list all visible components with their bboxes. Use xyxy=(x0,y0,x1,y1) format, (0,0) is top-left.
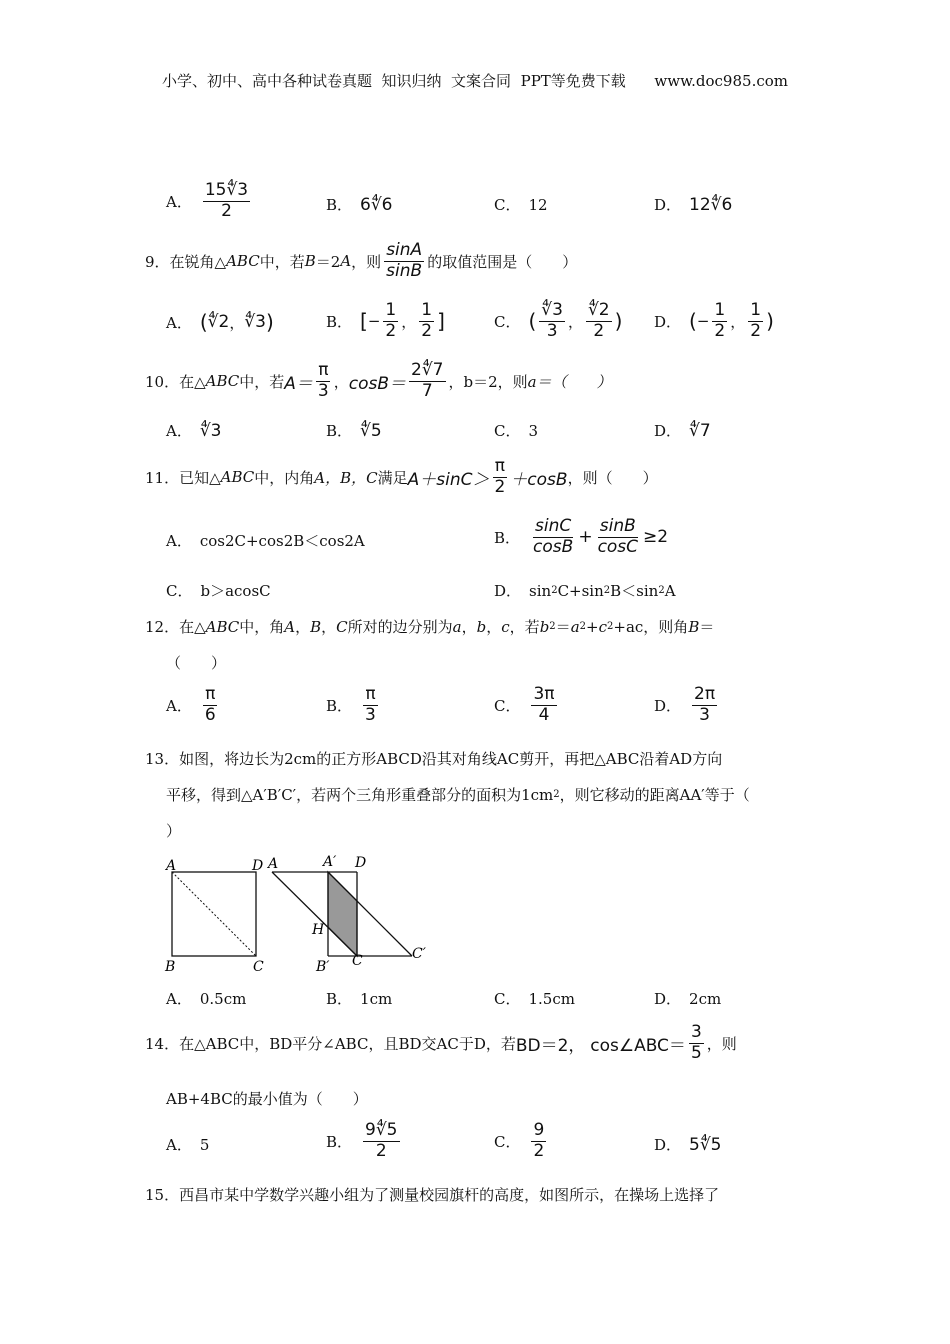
square-abcd xyxy=(172,872,256,956)
q14-option-c: C． $\frac{9}{2}$ xyxy=(494,1120,545,1161)
q8-option-b: B． 6∜6 xyxy=(326,194,393,215)
q12-option-c: C． $\frac{3\pi}{4}$ xyxy=(494,684,555,725)
q9-option-c: C． ( $\frac{∜3}{3}$ ， $\frac{∜2}{2}$ ) xyxy=(494,300,623,341)
q9-option-d: D． ( − $\frac{1}{2}$ ， $\frac{1}{2}$ ) xyxy=(654,300,774,341)
q10-stem: 10．在△ ABC 中，若 A＝ $\frac{\pi}{3}$ ， cosB＝ $\frac{2∜7}{7}$ ，b＝2，则 a＝（ ） xyxy=(145,360,612,401)
q9-option-b: B． [ − $\frac{1}{2}$ ， $\frac{1}{2}$ ] xyxy=(326,300,445,341)
q13-option-d: D． 2cm xyxy=(654,989,722,1008)
q10-option-b: B． ∜5 xyxy=(326,420,382,441)
translated-triangles xyxy=(272,872,412,956)
q13-stem-line3: ） xyxy=(166,822,182,840)
q13-option-a: A． 0.5cm xyxy=(166,989,247,1008)
label-b-prime: B′ xyxy=(316,959,330,975)
q12-option-b: B． $\frac{\pi}{3}$ xyxy=(326,684,376,725)
q12-stem-line2: （ ） xyxy=(166,654,227,672)
label-a: A xyxy=(166,858,177,874)
label-c-prime: C′ xyxy=(412,946,426,962)
label-c: C xyxy=(253,959,264,975)
label-d2: D xyxy=(355,855,367,871)
q13-stem-line2: 平移，得到△A′B′C′，若两个三角形重叠部分的面积为1cm 2 ，则它移动的距离AA′等于（ xyxy=(166,786,750,804)
q11-option-a: A． cos2C+cos2B＜cos2A xyxy=(166,532,365,550)
q11-stem: 11．已知△ ABC 中，内角 A，B，C 满足 A＋sinC＞ $\frac{\pi}{2}$ ＋cosB ，则（ ） xyxy=(145,456,658,497)
q8-option-d: D． 12∜6 xyxy=(654,194,733,215)
q14-option-d: D． 5∜5 xyxy=(654,1134,722,1155)
q12-stem-line1: 12．在△ ABC 中，角 A ， B ， C 所对的边分别为 a ， b ， c ，若 b 2 ＝ a 2 + c 2 +ac ，则角 B ＝ xyxy=(145,617,715,636)
q11-option-b: B． $\frac{\sin C}{\cos B}$ + $\frac{\sin B}{\cos C}$ ≥2 xyxy=(494,516,669,557)
label-a2: A xyxy=(268,856,279,872)
label-a-prime: A′ xyxy=(323,854,337,870)
q13-stem-line1: 13．如图，将边长为2cm的正方形ABCD沿其对角线AC剪开，再把△ABC沿着AD方向 xyxy=(145,750,723,768)
overlap-region xyxy=(328,872,357,956)
q12-option-d: D． $\frac{2\pi}{3}$ xyxy=(654,684,716,725)
label-h: H xyxy=(312,922,325,938)
q9-stem: 9．在锐角△ ABC 中，若 B ＝2 A ，则 $\frac{\sin A}{\sin B}$ 的取值范围是（ ） xyxy=(145,240,578,281)
q13-figure xyxy=(160,850,440,975)
q11-option-d: D． sin 2 C+sin 2 B＜sin 2 A xyxy=(494,581,676,600)
q9-option-a: A． ( ∜2 ， ∜3 ) xyxy=(166,310,274,334)
q13-option-b: B． 1cm xyxy=(326,989,393,1008)
q10-option-d: D． ∜7 xyxy=(654,420,711,441)
q8-option-c: C． 12 xyxy=(494,195,548,214)
q11-option-c: C． b＞acosC xyxy=(166,582,271,600)
q14-option-a: A． 5 xyxy=(166,1135,210,1154)
q14-option-b: B． $\frac{9∜5}{2}$ xyxy=(326,1120,398,1161)
label-d: D xyxy=(252,858,264,874)
page-header: 小学、初中、高中各种试卷真题 知识归纳 文案合同 PPT等免费下载 www.doc985.com xyxy=(161,72,788,90)
q14-stem-line1: 14．在△ABC中，BD平分∠ABC，且BD交AC于D，若 BD＝2， cos∠ABC＝ $\frac{3}{5}$ ，则 xyxy=(145,1022,737,1063)
q12-option-a: A． $\frac{\pi}{6}$ xyxy=(166,684,216,725)
q14-stem-line2: AB+4BC的最小值为（ ） xyxy=(166,1090,368,1108)
q10-option-c: C． 3 xyxy=(494,421,539,440)
label-c2: C xyxy=(352,953,363,969)
q10-option-a: A． ∜3 xyxy=(166,420,222,441)
q8-option-a: A． $\frac{15∜3}{2}$ xyxy=(166,180,249,221)
q13-option-c: C． 1.5cm xyxy=(494,989,575,1008)
label-b: B xyxy=(165,959,176,975)
q15-stem-line1: 15．西昌市某中学数学兴趣小组为了测量校园旗杆的高度，如图所示，在操场上选择了 xyxy=(145,1186,720,1204)
